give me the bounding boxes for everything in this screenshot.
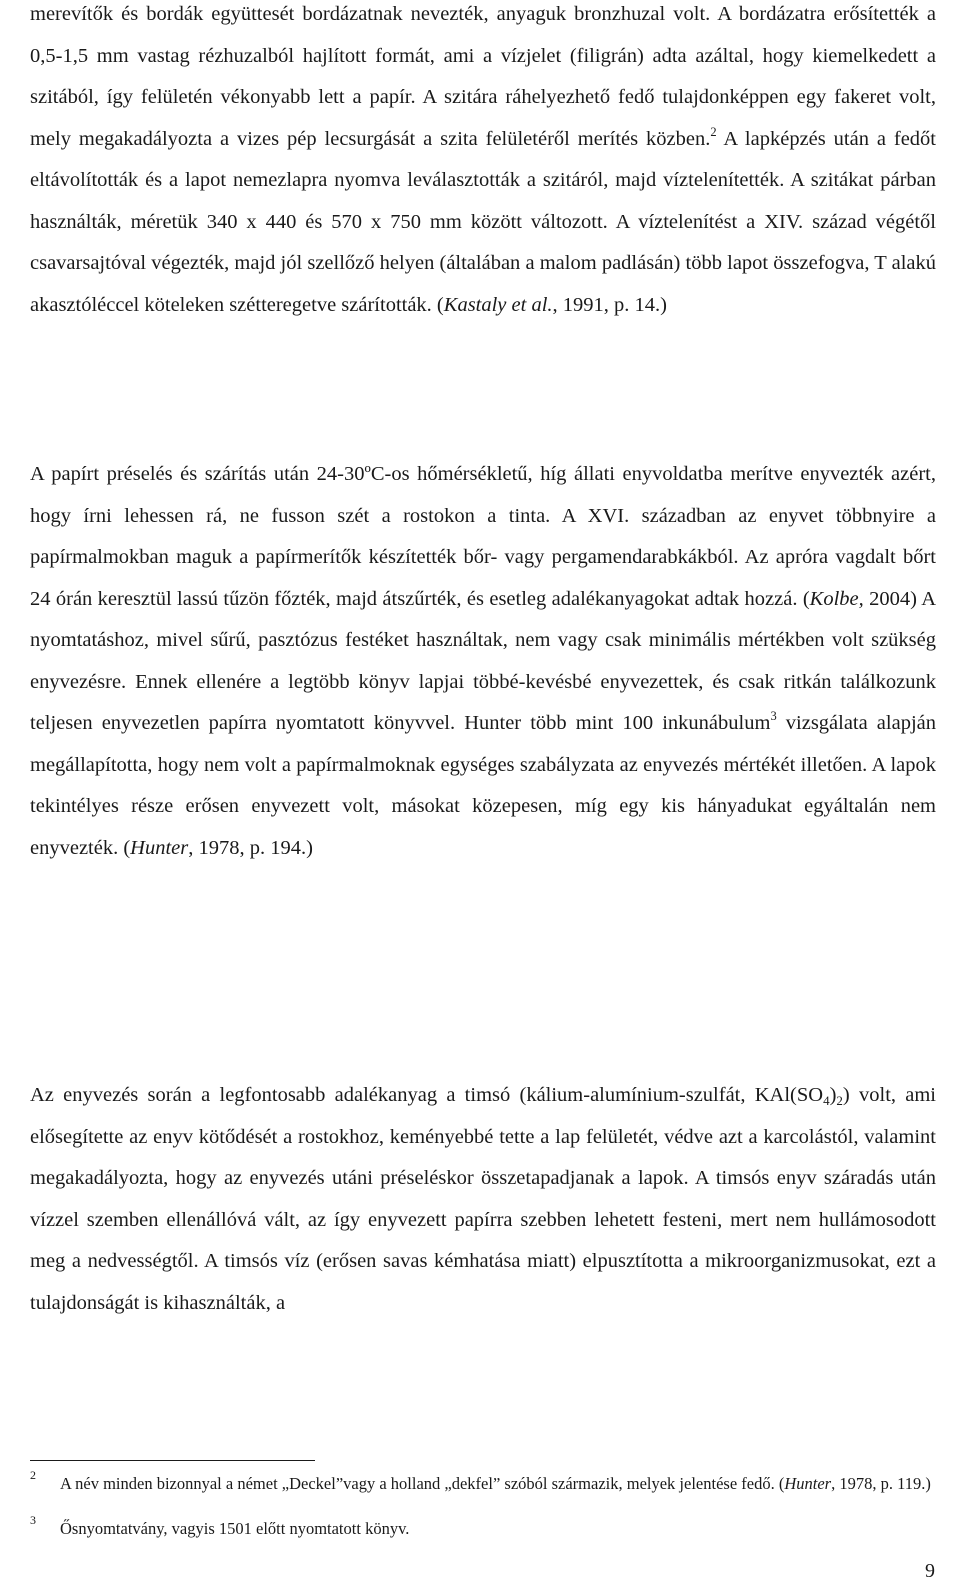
paragraph-3	[30, 1075, 936, 1324]
text-run: Ősnyomtatvány, vagyis 1501 előtt nyomtatott könyv.	[60, 1519, 410, 1538]
text-run-it: Kolbe,	[809, 587, 864, 610]
paragraph-1	[30, 0, 936, 326]
text-run: A név minden bizonnyal a német „Deckel”vagy a holland „dekfel” szóból származik, melyek jelentése fedő. (	[60, 1474, 785, 1493]
text-run: merevítők és bordák együttesét bordázatnak nevezték, anyaguk bronzhuzal volt. A bordázatra erősítették a 0,5-1,5 mm vastag rézhuzalból hajlított formát, ami a vízjelet (filigrán) adta azáltal, hogy kiemelkedett a szitából, így felületén vékonyabb lett a papír. A szitára ráhelyezhető fedő tulajdonképpen egy fakeret volt, mely megakadályozta a vizes pép lecsurgását a szita felületéről merítés közben.	[30, 3, 936, 150]
text-run-sub: 4	[823, 1093, 830, 1108]
text-run-sup: 3	[770, 709, 777, 723]
text-run: A papírt préselés és szárítás után 24-30ºC-os hőmérsékletű, híg állati enyvoldatba merítve enyvezték azért, hogy írni lehessen rá, ne fusson szét a rostokon a tinta. A XVI. században az enyvet többnyire a papírmalmokban maguk a papírmerítők készítették bőr- vagy pergamendarabkákból. Az apróra vagdalt bőrt 24 órán keresztül lassú tűzön főzték, majd átszűrték, és esetleg adalékanyagokat adtak hozzá. (	[30, 463, 936, 610]
footnote-2	[30, 1468, 942, 1494]
text-run-sup: 2	[710, 124, 717, 139]
footnote-separator	[30, 1460, 315, 1461]
text-run: , 1978, p. 194.)	[188, 836, 313, 859]
text-run: 2004) A nyomtatáshoz, mivel sűrű, pasztózus festéket használtak, nem vagy csak minimális mértékben volt szükség enyvezésre. Ennek ellenére a legtöbb könyv lapjai többé-kevésbé enyvezettek, és csak ritkán találkozunk teljesen enyvezetlen papírra nyomtatott könyvvel. Hunter több mint 100 inkunábulum	[30, 587, 936, 734]
footnote-number: 3	[30, 1513, 36, 1527]
paragraph-2	[30, 454, 936, 869]
footnote-3	[30, 1513, 942, 1539]
text-run-it: Hunter	[130, 836, 189, 859]
text-run: )	[829, 1084, 837, 1106]
text-run: A lapképzés után a fedőt eltávolították és a lapot nemezlapra nyomva leválasztották a szitáról, majd víztelenítették. A szitákat párban használták, méretük 340 x 440 és 570 x 750 mm között változott. A víztelenítést a XIV. század végétől csavarsajtóval végezték, majd jól szellőző helyen (általában a malom padlásán) több lapot összefogva, T alakú akasztóléccel köteleken szétteregetve szárították. (	[30, 127, 936, 316]
page-number: 9	[925, 1560, 935, 1582]
text-run-sub: 2	[836, 1093, 843, 1108]
footnote-text	[60, 1518, 942, 1539]
text-run-it: Hunter	[784, 1474, 832, 1493]
text-run: Az enyvezés során a legfontosabb adalékanyag a timsó (kálium-alumínium-szulfát, KAl(SO	[30, 1084, 824, 1106]
text-run: ) volt, ami elősegítette az enyv kötődését a rostokhoz, keményebbé tette a lap felületét, védve azt a karcolástól, valamint megakadályozta, hogy az enyvezés utáni préseléskor összetapadjanak a lapok. A timsós enyv száradás után vízzel szemben ellenállóvá vált, az így enyvezett papírra szebben lehetett festeni, mert nem hullámosodott meg a nedvességtől. A timsós víz (erősen savas kémhatása miatt) elpusztította a mikroorganizmusokat, ezt a tulajdonságát is kihasználták, a	[30, 1084, 936, 1314]
text-run: , 1978, p. 119.)	[831, 1474, 931, 1493]
footnote-text	[60, 1473, 942, 1494]
text-run: , 1991, p. 14.)	[552, 293, 667, 316]
footnote-number: 2	[30, 1468, 36, 1482]
text-run-it: Kastaly et al.	[443, 293, 553, 316]
text-run: vizsgálata alapján megállapította, hogy nem volt a papírmalmoknak egységes szabályzata az enyvezés mértékét illetően. A lapok tekintélyes része erősen enyvezett volt, másokat közepesen, míg egy kis hányadukat egyáltalán nem enyvezték. (	[30, 712, 937, 859]
